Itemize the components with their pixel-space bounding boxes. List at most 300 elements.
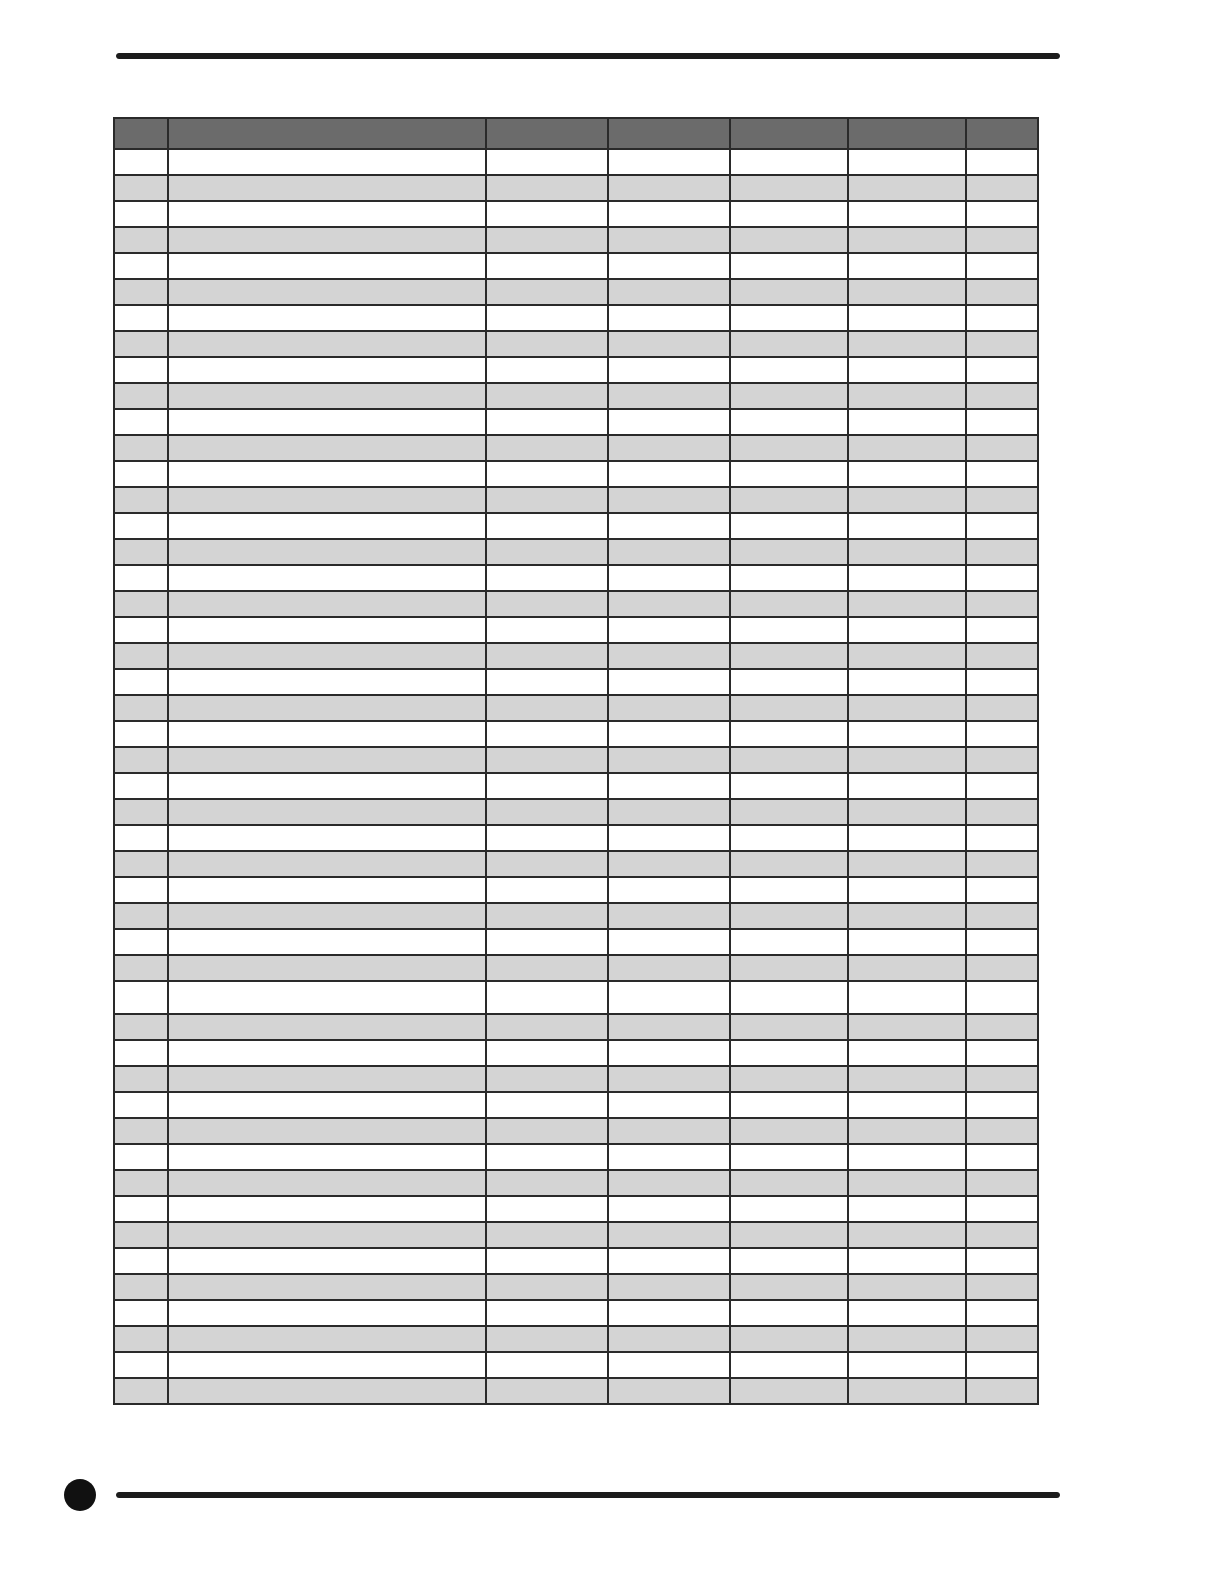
- table-cell[interactable]: [966, 331, 1038, 357]
- table-cell[interactable]: [966, 669, 1038, 695]
- table-cell[interactable]: [730, 773, 848, 799]
- table-cell[interactable]: [848, 1118, 966, 1144]
- table-cell[interactable]: [168, 1144, 486, 1170]
- table-cell[interactable]: [168, 1014, 486, 1040]
- table-cell[interactable]: [608, 565, 730, 591]
- table-cell[interactable]: [114, 1066, 168, 1092]
- table-cell[interactable]: [966, 279, 1038, 305]
- table-cell[interactable]: [966, 929, 1038, 955]
- table-cell[interactable]: [730, 513, 848, 539]
- table-cell[interactable]: [114, 201, 168, 227]
- table-cell[interactable]: [608, 435, 730, 461]
- table-cell[interactable]: [486, 1222, 608, 1248]
- table-cell[interactable]: [168, 591, 486, 617]
- table-cell[interactable]: [730, 1118, 848, 1144]
- table-cell[interactable]: [114, 1092, 168, 1118]
- table-cell[interactable]: [486, 1274, 608, 1300]
- table-cell[interactable]: [730, 1300, 848, 1326]
- table-cell[interactable]: [966, 357, 1038, 383]
- table-cell[interactable]: [848, 747, 966, 773]
- table-cell[interactable]: [848, 227, 966, 253]
- table-cell[interactable]: [966, 877, 1038, 903]
- table-cell[interactable]: [608, 409, 730, 435]
- table-cell[interactable]: [486, 981, 608, 1014]
- table-cell[interactable]: [168, 1300, 486, 1326]
- table-cell[interactable]: [486, 773, 608, 799]
- table-cell[interactable]: [114, 903, 168, 929]
- table-cell[interactable]: [608, 227, 730, 253]
- table-cell[interactable]: [486, 1144, 608, 1170]
- table-cell[interactable]: [608, 539, 730, 565]
- table-cell[interactable]: [848, 201, 966, 227]
- table-cell[interactable]: [848, 331, 966, 357]
- table-cell[interactable]: [608, 357, 730, 383]
- table-cell[interactable]: [966, 409, 1038, 435]
- table-cell[interactable]: [114, 1378, 168, 1404]
- table-cell[interactable]: [486, 175, 608, 201]
- table-cell[interactable]: [608, 799, 730, 825]
- table-cell[interactable]: [168, 1222, 486, 1248]
- table-cell[interactable]: [114, 539, 168, 565]
- table-cell[interactable]: [608, 513, 730, 539]
- table-cell[interactable]: [966, 955, 1038, 981]
- table-cell[interactable]: [848, 409, 966, 435]
- table-cell[interactable]: [608, 279, 730, 305]
- table-cell[interactable]: [730, 851, 848, 877]
- table-cell[interactable]: [114, 1014, 168, 1040]
- table-cell[interactable]: [168, 1092, 486, 1118]
- table-cell[interactable]: [848, 435, 966, 461]
- table-cell[interactable]: [848, 513, 966, 539]
- table-cell[interactable]: [966, 643, 1038, 669]
- table-cell[interactable]: [486, 695, 608, 721]
- table-cell[interactable]: [114, 1118, 168, 1144]
- table-cell[interactable]: [168, 253, 486, 279]
- table-cell[interactable]: [966, 435, 1038, 461]
- table-cell[interactable]: [848, 305, 966, 331]
- table-cell[interactable]: [608, 331, 730, 357]
- table-cell[interactable]: [608, 929, 730, 955]
- table-cell[interactable]: [168, 877, 486, 903]
- table-cell[interactable]: [168, 435, 486, 461]
- table-cell[interactable]: [608, 1196, 730, 1222]
- table-cell[interactable]: [848, 1274, 966, 1300]
- table-cell[interactable]: [966, 1040, 1038, 1066]
- table-cell[interactable]: [966, 721, 1038, 747]
- table-cell[interactable]: [168, 773, 486, 799]
- table-cell[interactable]: [966, 1170, 1038, 1196]
- table-cell[interactable]: [848, 1248, 966, 1274]
- table-cell[interactable]: [168, 461, 486, 487]
- table-cell[interactable]: [730, 877, 848, 903]
- table-cell[interactable]: [486, 929, 608, 955]
- table-cell[interactable]: [608, 1118, 730, 1144]
- table-cell[interactable]: [848, 1222, 966, 1248]
- table-cell[interactable]: [966, 825, 1038, 851]
- table-cell[interactable]: [486, 1300, 608, 1326]
- table-cell[interactable]: [608, 1014, 730, 1040]
- table-cell[interactable]: [168, 721, 486, 747]
- table-cell[interactable]: [730, 799, 848, 825]
- table-cell[interactable]: [608, 851, 730, 877]
- table-cell[interactable]: [730, 357, 848, 383]
- table-cell[interactable]: [848, 487, 966, 513]
- table-cell[interactable]: [168, 565, 486, 591]
- table-cell[interactable]: [114, 1222, 168, 1248]
- table-cell[interactable]: [608, 825, 730, 851]
- table-cell[interactable]: [608, 1378, 730, 1404]
- table-cell[interactable]: [848, 253, 966, 279]
- table-cell[interactable]: [486, 1248, 608, 1274]
- table-cell[interactable]: [730, 175, 848, 201]
- table-cell[interactable]: [730, 409, 848, 435]
- table-cell[interactable]: [114, 1144, 168, 1170]
- table-cell[interactable]: [730, 695, 848, 721]
- table-cell[interactable]: [966, 487, 1038, 513]
- table-cell[interactable]: [168, 1170, 486, 1196]
- table-cell[interactable]: [966, 799, 1038, 825]
- table-cell[interactable]: [168, 903, 486, 929]
- table-cell[interactable]: [848, 461, 966, 487]
- table-cell[interactable]: [848, 643, 966, 669]
- table-cell[interactable]: [486, 487, 608, 513]
- table-cell[interactable]: [730, 1274, 848, 1300]
- table-cell[interactable]: [730, 1196, 848, 1222]
- table-cell[interactable]: [608, 1326, 730, 1352]
- table-cell[interactable]: [114, 617, 168, 643]
- table-cell[interactable]: [608, 175, 730, 201]
- table-cell[interactable]: [730, 617, 848, 643]
- table-cell[interactable]: [114, 825, 168, 851]
- table-cell[interactable]: [486, 149, 608, 175]
- table-cell[interactable]: [730, 1248, 848, 1274]
- table-cell[interactable]: [114, 253, 168, 279]
- table-cell[interactable]: [114, 487, 168, 513]
- table-cell[interactable]: [168, 851, 486, 877]
- table-cell[interactable]: [486, 669, 608, 695]
- table-cell[interactable]: [730, 305, 848, 331]
- table-cell[interactable]: [114, 149, 168, 175]
- table-cell[interactable]: [168, 1066, 486, 1092]
- table-cell[interactable]: [168, 409, 486, 435]
- table-cell[interactable]: [966, 981, 1038, 1014]
- table-cell[interactable]: [486, 1066, 608, 1092]
- table-cell[interactable]: [168, 643, 486, 669]
- table-cell[interactable]: [168, 929, 486, 955]
- table-cell[interactable]: [730, 1378, 848, 1404]
- table-cell[interactable]: [168, 825, 486, 851]
- table-cell[interactable]: [486, 227, 608, 253]
- table-cell[interactable]: [486, 955, 608, 981]
- table-cell[interactable]: [168, 1118, 486, 1144]
- table-cell[interactable]: [486, 201, 608, 227]
- table-cell[interactable]: [486, 357, 608, 383]
- table-cell[interactable]: [848, 1300, 966, 1326]
- table-cell[interactable]: [114, 799, 168, 825]
- table-cell[interactable]: [168, 279, 486, 305]
- table-cell[interactable]: [608, 591, 730, 617]
- table-cell[interactable]: [966, 305, 1038, 331]
- table-cell[interactable]: [114, 513, 168, 539]
- table-cell[interactable]: [486, 877, 608, 903]
- table-cell[interactable]: [848, 825, 966, 851]
- table-cell[interactable]: [608, 1274, 730, 1300]
- table-cell[interactable]: [486, 591, 608, 617]
- table-cell[interactable]: [486, 903, 608, 929]
- table-cell[interactable]: [168, 227, 486, 253]
- table-cell[interactable]: [168, 1040, 486, 1066]
- table-cell[interactable]: [608, 903, 730, 929]
- table-cell[interactable]: [730, 1066, 848, 1092]
- table-cell[interactable]: [114, 435, 168, 461]
- table-cell[interactable]: [608, 1222, 730, 1248]
- table-cell[interactable]: [848, 1352, 966, 1378]
- table-cell[interactable]: [608, 695, 730, 721]
- table-cell[interactable]: [114, 591, 168, 617]
- table-cell[interactable]: [730, 565, 848, 591]
- table-cell[interactable]: [486, 279, 608, 305]
- table-cell[interactable]: [114, 1196, 168, 1222]
- table-cell[interactable]: [168, 331, 486, 357]
- table-cell[interactable]: [966, 1352, 1038, 1378]
- table-cell[interactable]: [966, 227, 1038, 253]
- table-cell[interactable]: [168, 747, 486, 773]
- table-cell[interactable]: [608, 669, 730, 695]
- table-cell[interactable]: [966, 1144, 1038, 1170]
- table-cell[interactable]: [168, 1378, 486, 1404]
- table-cell[interactable]: [168, 1326, 486, 1352]
- table-cell[interactable]: [848, 669, 966, 695]
- table-cell[interactable]: [966, 1118, 1038, 1144]
- table-cell[interactable]: [114, 929, 168, 955]
- table-cell[interactable]: [608, 1092, 730, 1118]
- table-cell[interactable]: [730, 149, 848, 175]
- table-cell[interactable]: [608, 747, 730, 773]
- table-cell[interactable]: [486, 331, 608, 357]
- table-cell[interactable]: [730, 981, 848, 1014]
- table-cell[interactable]: [730, 461, 848, 487]
- table-cell[interactable]: [730, 279, 848, 305]
- table-cell[interactable]: [486, 539, 608, 565]
- table-cell[interactable]: [966, 1222, 1038, 1248]
- table-cell[interactable]: [114, 669, 168, 695]
- table-cell[interactable]: [608, 461, 730, 487]
- table-cell[interactable]: [848, 175, 966, 201]
- table-cell[interactable]: [966, 1274, 1038, 1300]
- table-cell[interactable]: [848, 955, 966, 981]
- table-cell[interactable]: [114, 747, 168, 773]
- table-cell[interactable]: [966, 539, 1038, 565]
- table-cell[interactable]: [966, 1326, 1038, 1352]
- table-cell[interactable]: [730, 1092, 848, 1118]
- table-cell[interactable]: [848, 981, 966, 1014]
- table-cell[interactable]: [168, 669, 486, 695]
- table-cell[interactable]: [486, 799, 608, 825]
- table-cell[interactable]: [848, 149, 966, 175]
- table-cell[interactable]: [486, 461, 608, 487]
- table-cell[interactable]: [486, 1118, 608, 1144]
- table-cell[interactable]: [730, 227, 848, 253]
- table-cell[interactable]: [848, 877, 966, 903]
- table-cell[interactable]: [114, 357, 168, 383]
- table-cell[interactable]: [486, 1378, 608, 1404]
- table-cell[interactable]: [966, 617, 1038, 643]
- table-cell[interactable]: [848, 1170, 966, 1196]
- table-cell[interactable]: [114, 1170, 168, 1196]
- table-cell[interactable]: [168, 1248, 486, 1274]
- table-cell[interactable]: [168, 1352, 486, 1378]
- table-cell[interactable]: [966, 1378, 1038, 1404]
- table-cell[interactable]: [848, 1196, 966, 1222]
- table-cell[interactable]: [848, 929, 966, 955]
- table-cell[interactable]: [168, 981, 486, 1014]
- table-cell[interactable]: [966, 253, 1038, 279]
- table-cell[interactable]: [114, 175, 168, 201]
- table-cell[interactable]: [730, 929, 848, 955]
- table-cell[interactable]: [848, 1092, 966, 1118]
- table-cell[interactable]: [848, 1066, 966, 1092]
- table-cell[interactable]: [168, 539, 486, 565]
- table-cell[interactable]: [486, 643, 608, 669]
- table-cell[interactable]: [730, 955, 848, 981]
- table-cell[interactable]: [966, 773, 1038, 799]
- table-cell[interactable]: [486, 1326, 608, 1352]
- table-cell[interactable]: [168, 955, 486, 981]
- table-cell[interactable]: [608, 617, 730, 643]
- table-cell[interactable]: [730, 253, 848, 279]
- table-cell[interactable]: [848, 851, 966, 877]
- table-cell[interactable]: [114, 279, 168, 305]
- table-cell[interactable]: [608, 305, 730, 331]
- table-cell[interactable]: [608, 773, 730, 799]
- table-cell[interactable]: [966, 591, 1038, 617]
- table-cell[interactable]: [114, 565, 168, 591]
- table-cell[interactable]: [168, 695, 486, 721]
- table-cell[interactable]: [966, 513, 1038, 539]
- table-cell[interactable]: [730, 539, 848, 565]
- table-cell[interactable]: [486, 513, 608, 539]
- table-cell[interactable]: [608, 981, 730, 1014]
- table-cell[interactable]: [848, 1014, 966, 1040]
- table-cell[interactable]: [966, 461, 1038, 487]
- table-cell[interactable]: [608, 1352, 730, 1378]
- table-cell[interactable]: [486, 383, 608, 409]
- table-cell[interactable]: [966, 1014, 1038, 1040]
- table-cell[interactable]: [168, 175, 486, 201]
- table-cell[interactable]: [608, 1040, 730, 1066]
- table-cell[interactable]: [608, 1300, 730, 1326]
- table-cell[interactable]: [486, 617, 608, 643]
- table-cell[interactable]: [730, 1170, 848, 1196]
- table-cell[interactable]: [608, 383, 730, 409]
- table-cell[interactable]: [848, 383, 966, 409]
- table-cell[interactable]: [168, 201, 486, 227]
- table-cell[interactable]: [848, 903, 966, 929]
- table-cell[interactable]: [486, 1352, 608, 1378]
- table-cell[interactable]: [114, 1300, 168, 1326]
- table-cell[interactable]: [168, 487, 486, 513]
- table-cell[interactable]: [114, 695, 168, 721]
- table-cell[interactable]: [730, 1040, 848, 1066]
- table-cell[interactable]: [966, 149, 1038, 175]
- table-cell[interactable]: [486, 1092, 608, 1118]
- table-cell[interactable]: [730, 903, 848, 929]
- table-cell[interactable]: [114, 955, 168, 981]
- table-cell[interactable]: [486, 825, 608, 851]
- table-cell[interactable]: [486, 565, 608, 591]
- table-cell[interactable]: [486, 253, 608, 279]
- table-cell[interactable]: [730, 591, 848, 617]
- table-cell[interactable]: [848, 1326, 966, 1352]
- table-cell[interactable]: [114, 227, 168, 253]
- table-cell[interactable]: [848, 799, 966, 825]
- table-cell[interactable]: [848, 591, 966, 617]
- table-cell[interactable]: [966, 175, 1038, 201]
- table-cell[interactable]: [114, 877, 168, 903]
- table-cell[interactable]: [486, 305, 608, 331]
- table-cell[interactable]: [168, 305, 486, 331]
- table-cell[interactable]: [114, 383, 168, 409]
- table-cell[interactable]: [114, 1040, 168, 1066]
- table-cell[interactable]: [114, 1274, 168, 1300]
- table-cell[interactable]: [848, 1144, 966, 1170]
- table-cell[interactable]: [848, 721, 966, 747]
- table-cell[interactable]: [730, 201, 848, 227]
- table-cell[interactable]: [966, 851, 1038, 877]
- table-cell[interactable]: [966, 695, 1038, 721]
- table-cell[interactable]: [966, 747, 1038, 773]
- table-cell[interactable]: [486, 409, 608, 435]
- table-cell[interactable]: [730, 1352, 848, 1378]
- table-cell[interactable]: [114, 461, 168, 487]
- table-cell[interactable]: [486, 747, 608, 773]
- table-cell[interactable]: [730, 825, 848, 851]
- table-cell[interactable]: [608, 487, 730, 513]
- table-cell[interactable]: [486, 851, 608, 877]
- table-cell[interactable]: [966, 1066, 1038, 1092]
- table-cell[interactable]: [730, 1222, 848, 1248]
- table-cell[interactable]: [168, 383, 486, 409]
- table-cell[interactable]: [168, 1274, 486, 1300]
- table-cell[interactable]: [848, 1378, 966, 1404]
- table-cell[interactable]: [966, 903, 1038, 929]
- table-cell[interactable]: [114, 305, 168, 331]
- table-cell[interactable]: [608, 643, 730, 669]
- table-cell[interactable]: [608, 1066, 730, 1092]
- table-cell[interactable]: [608, 877, 730, 903]
- table-cell[interactable]: [966, 383, 1038, 409]
- table-cell[interactable]: [486, 721, 608, 747]
- table-cell[interactable]: [730, 1014, 848, 1040]
- table-cell[interactable]: [114, 1326, 168, 1352]
- table-cell[interactable]: [608, 149, 730, 175]
- table-cell[interactable]: [848, 565, 966, 591]
- table-cell[interactable]: [966, 565, 1038, 591]
- table-cell[interactable]: [168, 357, 486, 383]
- table-cell[interactable]: [966, 1196, 1038, 1222]
- table-cell[interactable]: [848, 539, 966, 565]
- table-cell[interactable]: [114, 1248, 168, 1274]
- table-cell[interactable]: [608, 1248, 730, 1274]
- table-cell[interactable]: [114, 851, 168, 877]
- table-cell[interactable]: [730, 747, 848, 773]
- table-cell[interactable]: [966, 1248, 1038, 1274]
- table-cell[interactable]: [966, 201, 1038, 227]
- table-cell[interactable]: [486, 1196, 608, 1222]
- table-cell[interactable]: [608, 1144, 730, 1170]
- table-cell[interactable]: [486, 1040, 608, 1066]
- table-cell[interactable]: [848, 1040, 966, 1066]
